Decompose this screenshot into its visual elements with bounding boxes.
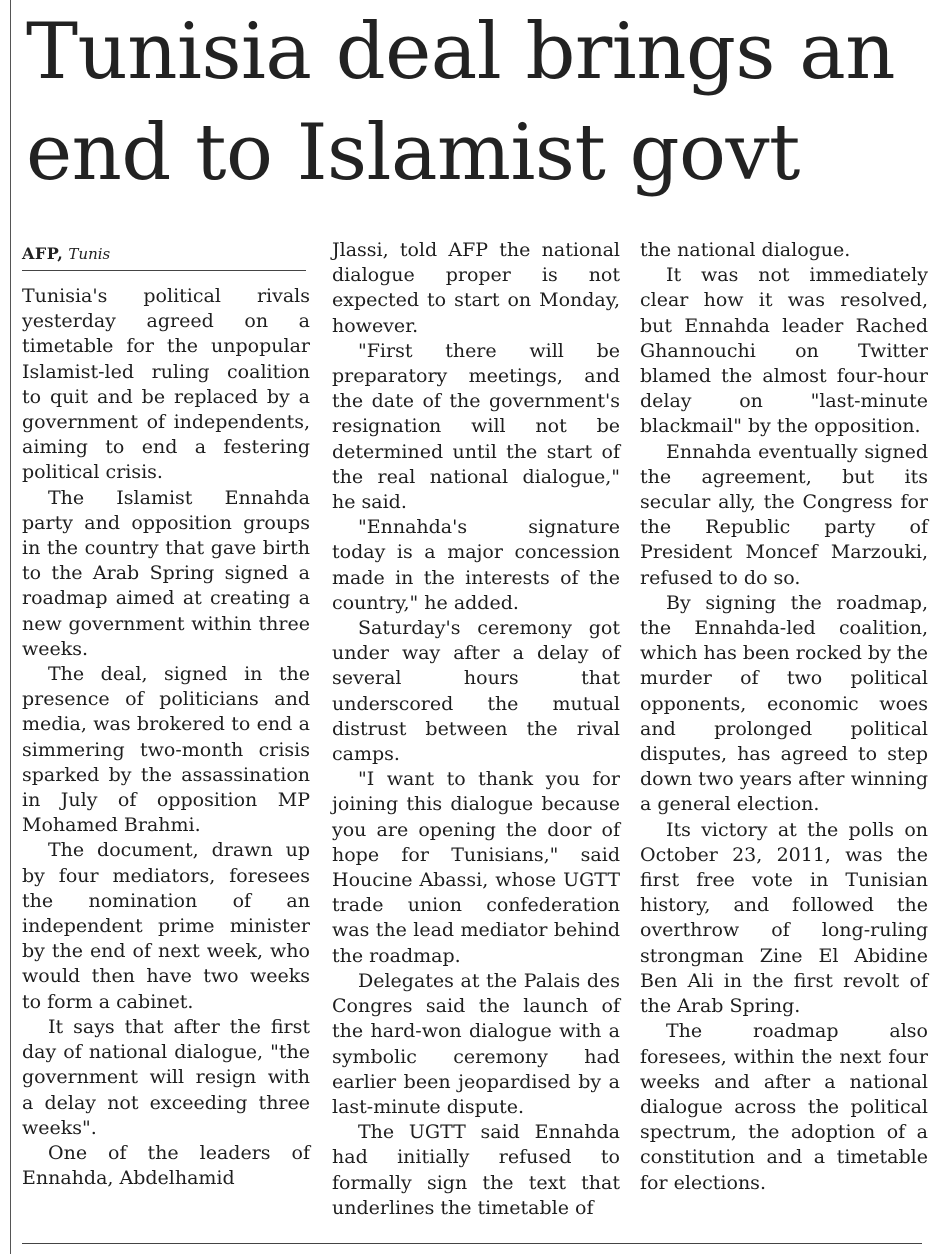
paragraph: The document, drawn up by four mediators, foresees the nomination of an independent prime minister by the end of next week, who would then have two weeks to form a cabinet. xyxy=(22,839,310,1013)
paragraph: One of the leaders of Ennahda, Abdelhamid xyxy=(22,1141,310,1190)
paragraph: Tunisia's political rivals yesterday agreed on a timetable for the unpopular Islamist-led ruling coalition to quit and be replaced by a government of independents, aiming to end a festering political crisis. xyxy=(22,285,310,484)
paragraph: It says that after the first day of national dialogue, "the government will resign with a delay not exceeding three weeks". xyxy=(22,1015,310,1139)
byline-divider xyxy=(22,270,306,271)
byline xyxy=(22,242,310,266)
paragraph: Ennahda eventually signed the agreement, but its secular ally, the Congress for the Republic party of President Moncef Marzouki, refused to do so. xyxy=(640,440,928,589)
paragraph: "First there will be preparatory meetings, and the date of the government's resignation will not be determined until the start of the real national dialogue," he said. xyxy=(332,339,620,514)
article-column-2 xyxy=(332,238,620,1221)
byline-place: Tunis xyxy=(68,245,111,263)
left-column-rule xyxy=(10,0,11,1254)
paragraph: The roadmap also foresees, within the next four weeks and after a national dialogue across the political spectrum, the adoption of a constitution and a timetable for elections. xyxy=(640,1020,928,1194)
article-column-3 xyxy=(640,238,928,1196)
article-column-1 xyxy=(22,284,310,1191)
paragraph: the national dialogue. xyxy=(640,239,851,261)
paragraph: By signing the roadmap, the Ennahda-led coalition, which has been rocked by the murder of two political opponents, economic woes and prolonged political disputes, has agreed to step down two years after winning a general election. xyxy=(640,591,928,816)
bottom-divider xyxy=(22,1243,922,1244)
paragraph: The Islamist Ennahda party and opposition groups in the country that gave birth to the Arab Spring signed a roadmap aimed at creating a new government within three weeks. xyxy=(22,486,310,660)
headline: Tunisia deal brings an end to Islamist govt xyxy=(26,7,895,198)
byline-agency: AFP, xyxy=(22,244,64,263)
paragraph: Saturday's ceremony got under way after a delay of several hours that underscored the mutual distrust between the rival camps. xyxy=(332,617,620,766)
paragraph: Jlassi, told AFP the national dialogue proper is not expected to start on Monday, however. xyxy=(332,239,620,337)
paragraph: It was not immediately clear how it was resolved, but Ennahda leader Rached Ghannouchi on Twitter blamed the almost four-hour delay on "last-minute blackmail" by the opposition. xyxy=(640,264,928,438)
paragraph: "I want to thank you for joining this dialogue because you are opening the door of hope for Tunisians," said Houcine Abassi, whose UGTT trade union confederation was the lead mediator behind the roadmap. xyxy=(332,768,620,967)
paragraph: The UGTT said Ennahda had initially refused to formally sign the text that underlines the timetable of xyxy=(332,1121,620,1219)
paragraph: The deal, signed in the presence of politicians and media, was brokered to end a simmering two-month crisis sparked by the assassination in July of opposition MP Mohamed Brahmi. xyxy=(22,663,310,837)
paragraph: Delegates at the Palais des Congres said the launch of the hard-won dialogue with a symbolic ceremony had earlier been jeopardised by a last-minute dispute. xyxy=(332,969,620,1118)
paragraph: "Ennahda's signature today is a major concession made in the interests of the country," he added. xyxy=(332,516,620,614)
paragraph: Its victory at the polls on October 23, 2011, was the first free vote in Tunisian history, and followed the overthrow of long-ruling strongman Zine El Abidine Ben Ali in the first revolt of the Arab Spring. xyxy=(640,818,928,1018)
